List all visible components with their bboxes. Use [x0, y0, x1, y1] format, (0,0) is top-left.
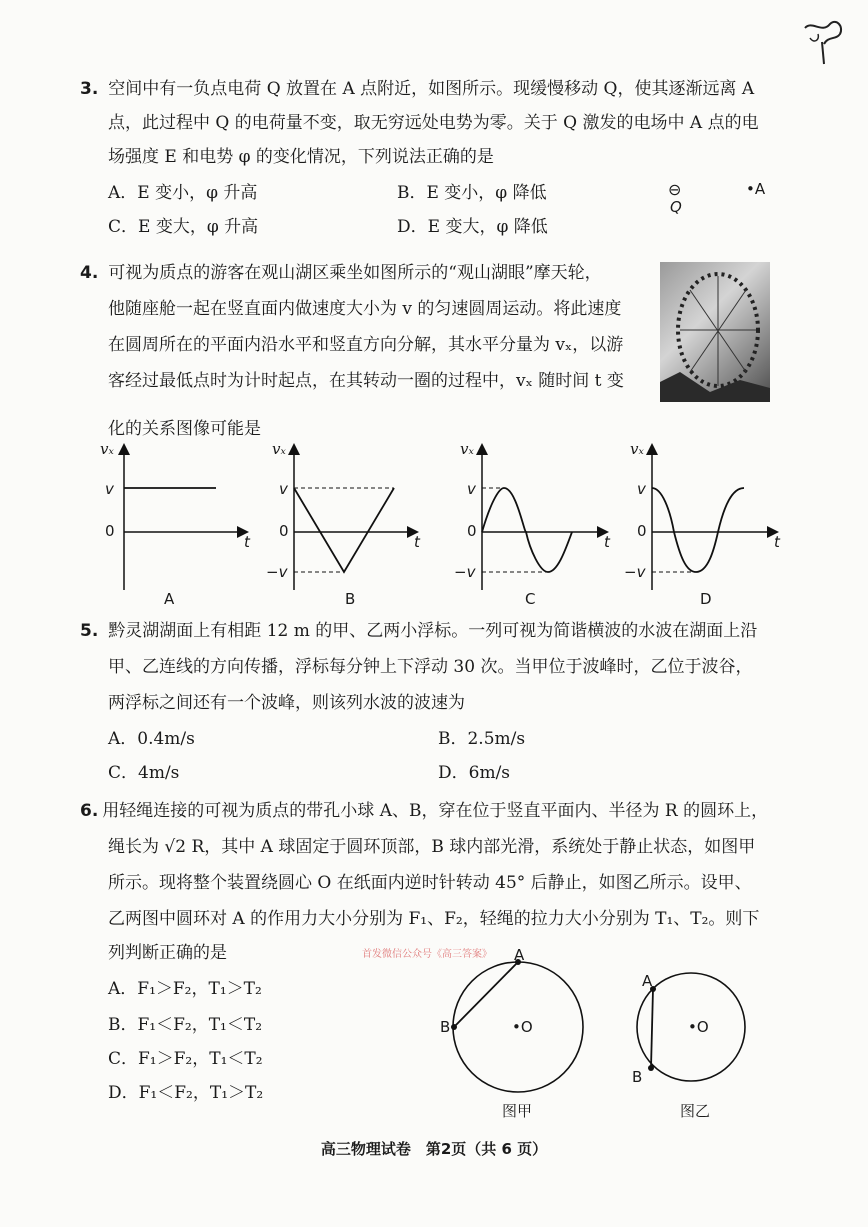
q5-option-c: C．4m/s [108, 763, 180, 783]
q4-line-4: 客经过最低点时为计时起点，在其转动一圈的过程中，vₓ 随时间 t 变 [108, 371, 624, 391]
watermark-text: 首发微信公众号《高三答案》 [362, 949, 492, 960]
q4-line-1: 4. 可视为质点的游客在观山湖区乘坐如图所示的“观山湖眼”摩天轮， [80, 263, 602, 283]
q6-line-3: 所示。现将整个装置绕圆心 O 在纸面内逆时针转动 45° 后静止，如图乙所示。设甲、 [108, 873, 752, 893]
q3-number: 3. [80, 79, 99, 99]
graph-a-tick-v: v [105, 480, 114, 498]
graph-c-xaxis-label: t [604, 533, 610, 551]
q3-line-3: 场强度 E 和电势 φ 的变化情况，下列说法正确的是 [108, 147, 494, 167]
ferris-wheel-photo [660, 262, 770, 402]
fig-yi-label-b: B [632, 1068, 643, 1086]
graph-d-caption: D [700, 590, 712, 608]
graph-c-curve [482, 488, 572, 572]
q5-option-d: D．6m/s [438, 763, 511, 783]
graph-c-tick-neg-v: −v [454, 563, 476, 581]
graph-d-tick-neg-v: −v [624, 563, 646, 581]
q3-line-2: 点，此过程中 Q 的电荷量不变，取无穷远处电势为零。关于 Q 激发的电场中 A 点的电 [108, 113, 759, 133]
q5-option-a: A．0.4m/s [108, 729, 195, 749]
graph-a-xaxis-label: t [244, 533, 250, 551]
graph-d [652, 446, 776, 590]
graph-a-caption: A [164, 590, 175, 608]
q3-option-a: A．E 变小，φ 升高 [108, 183, 258, 203]
graph-b-yaxis-label: vₓ [272, 440, 286, 458]
graph-a-tick-0: 0 [105, 522, 115, 540]
graph-b-tick-v: v [279, 480, 288, 498]
fig-jia-label-o: •O [512, 1018, 533, 1036]
fig-yi-label-o: •O [688, 1018, 709, 1036]
graph-d-tick-0: 0 [637, 522, 647, 540]
q5-line-3: 两浮标之间还有一个波峰，则该列水波的波速为 [108, 693, 465, 713]
q6-figures [440, 950, 800, 1110]
graph-b-caption: B [345, 590, 356, 608]
q5-option-b: B．2.5m/s [438, 729, 526, 749]
q4-graphs [96, 440, 796, 615]
q3-line-1: 3. 空间中有一负点电荷 Q 放置在 A 点附近，如图所示。现缓慢移动 Q，使其逐渐远离 A [80, 79, 755, 99]
graph-b [294, 446, 416, 590]
corner-doodle [800, 14, 850, 74]
graph-b-tick-0: 0 [279, 522, 289, 540]
q6-option-d: D．F₁＜F₂，T₁＞T₂ [108, 1083, 264, 1103]
graph-a [124, 446, 246, 590]
q5-line-2: 甲、乙连线的方向传播，浮标每分钟上下浮动 30 次。当甲位于波峰时，乙位于波谷， [108, 657, 753, 677]
q6-option-c: C．F₁＞F₂，T₁＜T₂ [108, 1049, 263, 1069]
graph-a-yaxis-label: vₓ [100, 440, 114, 458]
q3-charge-symbol: ⊖ [668, 180, 682, 199]
q6-line-1: 6. 用轻绳连接的可视为质点的带孔小球 A、B，穿在位于竖直平面内、半径为 R 的圆环上， [80, 801, 769, 821]
graph-c-tick-v: v [467, 480, 476, 498]
q3-option-c: C．E 变大，φ 升高 [108, 217, 259, 237]
q5-number: 5. [80, 621, 99, 641]
q6-option-b: B．F₁＜F₂，T₁＜T₂ [108, 1015, 263, 1035]
fig-yi-caption: 图乙 [680, 1102, 711, 1120]
fig-jia-caption: 图甲 [502, 1102, 533, 1120]
q4-line-3: 在圆周所在的平面内沿水平和竖直方向分解，其水平分量为 vₓ，以游 [108, 335, 624, 355]
graph-b-tick-neg-v: −v [266, 563, 288, 581]
q6-option-a: A．F₁＞F₂，T₁＞T₂ [108, 979, 262, 999]
q5-line-1: 5. 黔灵湖湖面上有相距 12 m 的甲、乙两小浮标。一列可视为简谐横波的水波在湖面上沿 [80, 621, 758, 641]
q3-point-a: •A [746, 180, 766, 198]
fig-jia-label-b: B [440, 1018, 451, 1036]
q6-line-4: 乙两图中圆环对 A 的作用力大小分别为 F₁、F₂，轻绳的拉力大小分别为 T₁、T₂。则下 [108, 909, 760, 929]
q6-line-2: 绳长为 √2 R，其中 A 球固定于圆环顶部，B 球内部光滑，系统处于静止状态，如图甲 [108, 837, 756, 857]
graph-d-xaxis-label: t [774, 533, 780, 551]
page-footer: 高三物理试卷 第2页（共 6 页） [320, 1140, 548, 1158]
graph-d-curve [652, 488, 744, 572]
graph-d-tick-v: v [637, 480, 646, 498]
graph-c-tick-0: 0 [467, 522, 477, 540]
graph-c-yaxis-label: vₓ [460, 440, 474, 458]
q3-charge-label: Q [670, 198, 682, 216]
q6-number: 6. [80, 801, 99, 821]
graph-b-curve [294, 488, 394, 572]
q6-line-5: 列判断正确的是 [108, 943, 227, 963]
fig-yi-label-a: A [642, 972, 653, 990]
graph-d-yaxis-label: vₓ [630, 440, 644, 458]
graph-c-caption: C [525, 590, 536, 608]
q4-number: 4. [80, 263, 99, 283]
graph-c [482, 446, 606, 590]
q4-line-2: 他随座舱一起在竖直面内做速度大小为 v 的匀速圆周运动。将此速度 [108, 299, 622, 319]
fig-jia-label-a: A [514, 946, 525, 964]
graph-b-xaxis-label: t [414, 533, 420, 551]
q3-option-d: D．E 变大，φ 降低 [397, 217, 548, 237]
q3-option-b: B．E 变小，φ 降低 [397, 183, 547, 203]
q4-line-5: 化的关系图像可能是 [108, 419, 261, 439]
